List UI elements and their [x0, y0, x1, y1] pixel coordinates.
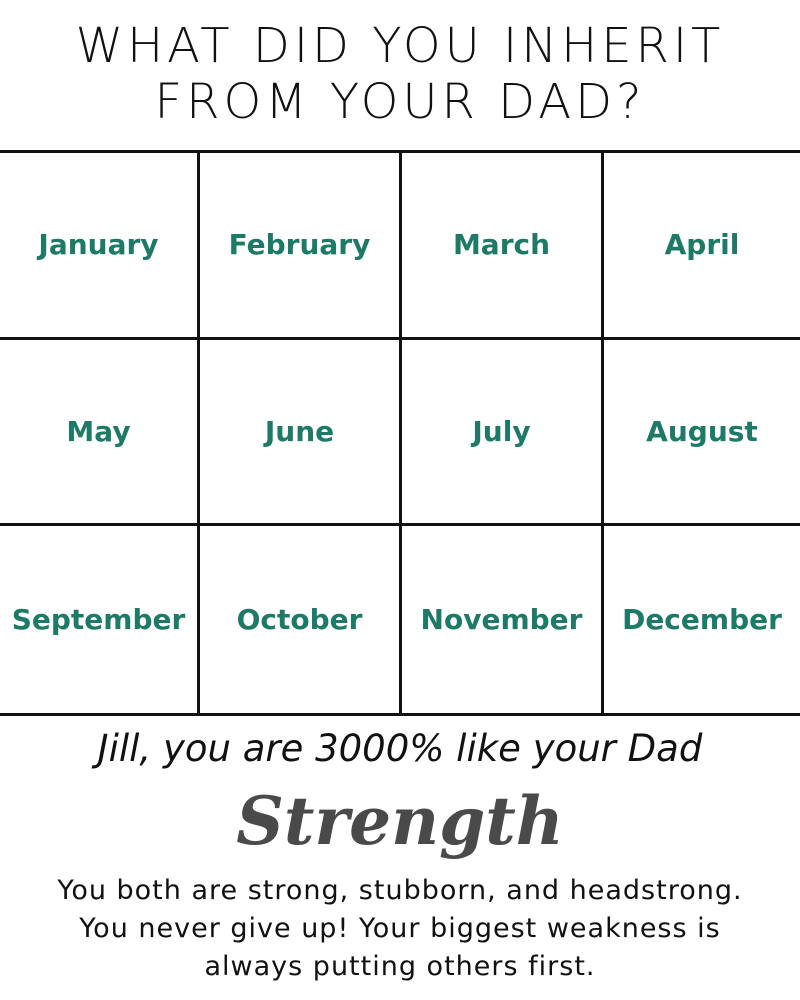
month-cell-april: April — [604, 153, 800, 340]
page-title — [0, 18, 800, 130]
month-cell-august: August — [604, 340, 800, 527]
month-cell-september: September — [0, 526, 200, 713]
month-cell-november: November — [402, 526, 604, 713]
trait-description: You both are strong, stubborn, and headstrong. You never give up! Your biggest weakness is always putting others first. — [57, 875, 743, 982]
result-headline: Jill, you are 3000% like your Dad — [97, 727, 703, 770]
month-grid — [0, 150, 800, 716]
month-cell-december: December — [622, 603, 782, 637]
title-line-2: FROM YOUR DAD? — [154, 74, 646, 130]
month-cell-january: January — [0, 153, 200, 340]
month-cell-february: February — [200, 153, 402, 340]
trait-name: Strength — [236, 782, 564, 860]
month-cell-march: March — [402, 153, 604, 340]
title-line-1: WHAT DID YOU INHERIT — [75, 18, 725, 74]
month-cell-may: May — [0, 340, 200, 527]
month-cell-june: June — [200, 340, 402, 527]
month-cell-october: October — [200, 526, 402, 713]
month-cell-july: July — [402, 340, 604, 527]
